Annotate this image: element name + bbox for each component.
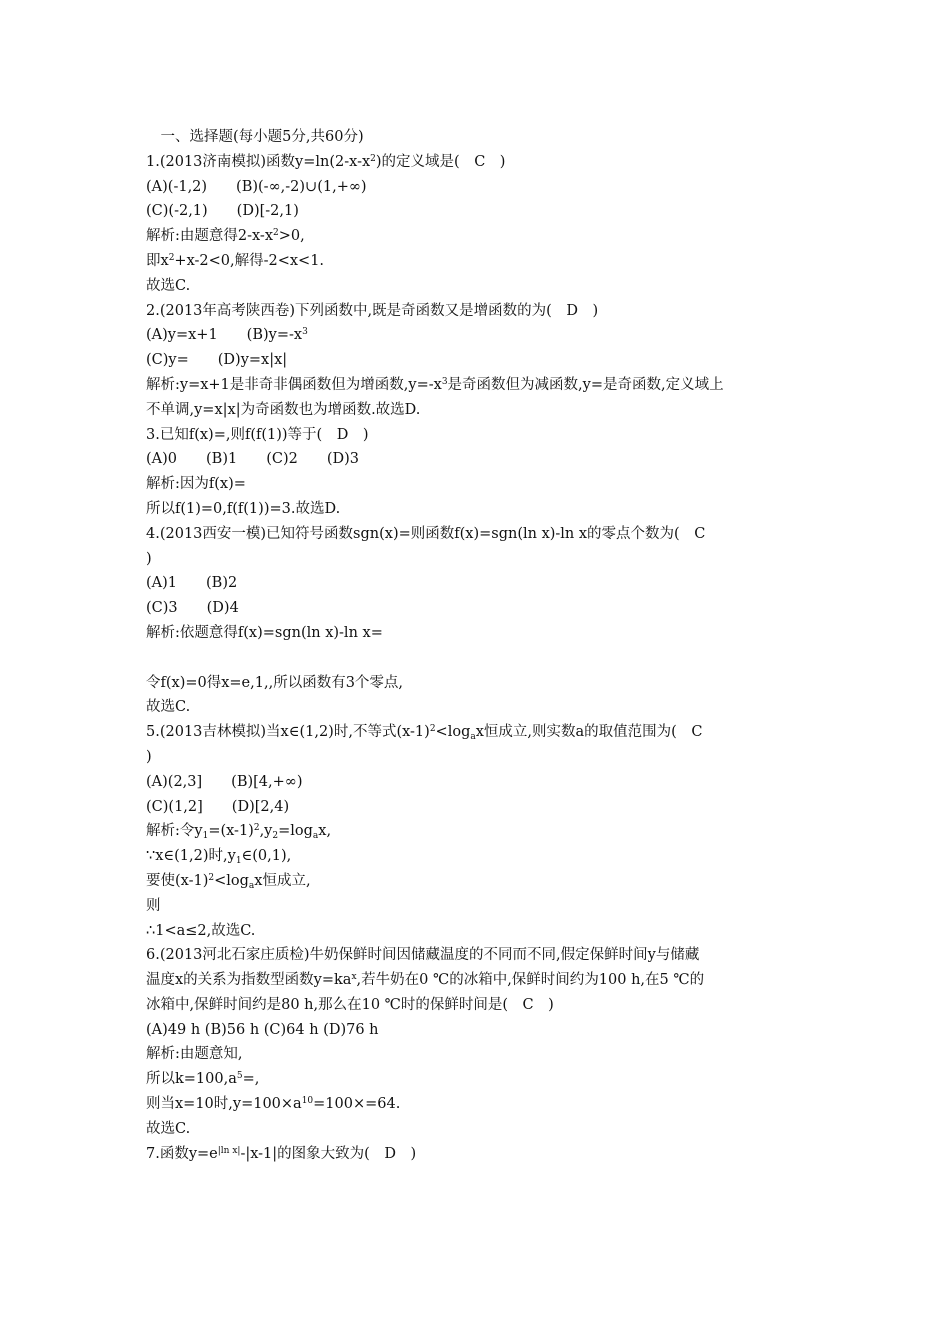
q4-answer: 故选C.	[146, 699, 191, 716]
question-6-cont: 温度x的关系为指数型函数$y=ka^x$,若牛奶在0 ℃的冰箱中,保鲜时间约为100 h,在5 ℃的	[146, 972, 705, 989]
q6-analysis-2: 所以$k=100,a^5=$,	[146, 1071, 260, 1088]
q5-analysis-2: ∵x∈(1,2)时$,y_1\in(0,1)$,	[146, 848, 292, 867]
q1-options-ab: (A)(-1,2) (B)(-∞,-2)∪(1,+∞)	[146, 178, 367, 195]
q5-analysis-3: 要使$(x-1)^2<\log_ax$恒成立,	[146, 872, 311, 891]
question-6: 6.(2013河北石家庄质检)牛奶保鲜时间因储藏温度的不同而不同,假定保鲜时间y与储藏	[146, 947, 700, 964]
q2-options-ab: (A)y=x+1 $(B)y=-x^3$	[146, 327, 308, 344]
q6-analysis-3: 则当x=10时$,y=100\times a^{10}=100\times=64$.	[146, 1096, 401, 1113]
q1-options-cd: (C)(-2,1) (D)[-2,1)	[146, 203, 299, 220]
question-7: 7.函数$y=e^{|ln x|}-|x-1|$的图象大致为( D )	[146, 1145, 417, 1162]
question-5-cont: )	[146, 748, 152, 765]
q3-analysis: 解析:因为f(x)=	[146, 476, 246, 493]
q5-answer: ∴1<a≤2,故选C.	[146, 922, 256, 939]
q3-analysis-2: 所以f(1)=0,f(f(1))=3.故选D.	[146, 500, 341, 517]
q4-analysis-2: 令f(x)=0得x=e,1,,所以函数有3个零点,	[146, 674, 404, 691]
question-4-cont: )	[146, 550, 152, 567]
question-1: 1.(2013济南模拟)函数$y=\ln(2-x-x^2)$的定义域是( C )	[146, 153, 506, 170]
question-6-cont-2: 冰箱中,保鲜时间约是80 h,那么在10 ℃时的保鲜时间是( C )	[146, 996, 554, 1013]
q2-analysis-2: 不单调,y=x|x|为奇函数也为增函数.故选D.	[146, 401, 421, 418]
q4-analysis: 解析:依题意得f(x)=sgn(ln x)-ln x=	[146, 624, 383, 641]
q1-analysis-2: 即$x^2+x-2<0$,解得-2<x<1.	[146, 252, 325, 269]
document-body	[146, 125, 826, 1166]
q3-options: (A)0 (B)1 (C)2 (D)3	[146, 451, 360, 468]
question-5: 5.(2013吉林模拟)当x∈(1,2)时,不等式$(x-1)^2<\log_ax$恒成立,则实数a的取值范围为( C	[146, 724, 703, 743]
question-4: 4.(2013西安一模)已知符号函数sgn(x)=则函数f(x)=sgn(ln x)-ln x的零点个数为( C	[146, 525, 706, 542]
q1-answer: 故选C.	[146, 277, 191, 294]
q2-options-cd: (C)y= (D)y=x|x|	[146, 352, 288, 369]
question-3: 3.已知f(x)=,则f(f(1))等于( D )	[146, 426, 369, 443]
q6-analysis: 解析:由题意知,	[146, 1046, 243, 1063]
blank-line	[146, 646, 826, 671]
q1-analysis: 解析:由题意得$2-x-x^2>0$,	[146, 228, 305, 245]
question-2: 2.(2013年高考陕西卷)下列函数中,既是奇函数又是增函数的为( D )	[146, 302, 599, 319]
q5-analysis: 解析:令$y_1=(x-1)^2,y_2=\log_ax$,	[146, 823, 332, 842]
section-heading: 一、选择题(每小题5分,共60分)	[146, 129, 364, 145]
q5-options-cd: (C)(1,2] (D)[2,4)	[146, 798, 290, 815]
q5-options-ab: (A)(2,3] (B)[4,+∞)	[146, 773, 303, 790]
q4-options-ab: (A)1 (B)2	[146, 575, 238, 592]
q6-options: (A)49 h (B)56 h (C)64 h (D)76 h	[146, 1021, 379, 1038]
q5-analysis-4: 则	[146, 897, 161, 914]
q2-analysis: 解析:y=x+1是非奇非偶函数但为增函数$,y=-x^3$是奇函数但为减函数,y=是奇函数,定义域上	[146, 376, 724, 393]
q6-answer: 故选C.	[146, 1120, 191, 1137]
q4-options-cd: (C)3 (D)4	[146, 600, 239, 617]
